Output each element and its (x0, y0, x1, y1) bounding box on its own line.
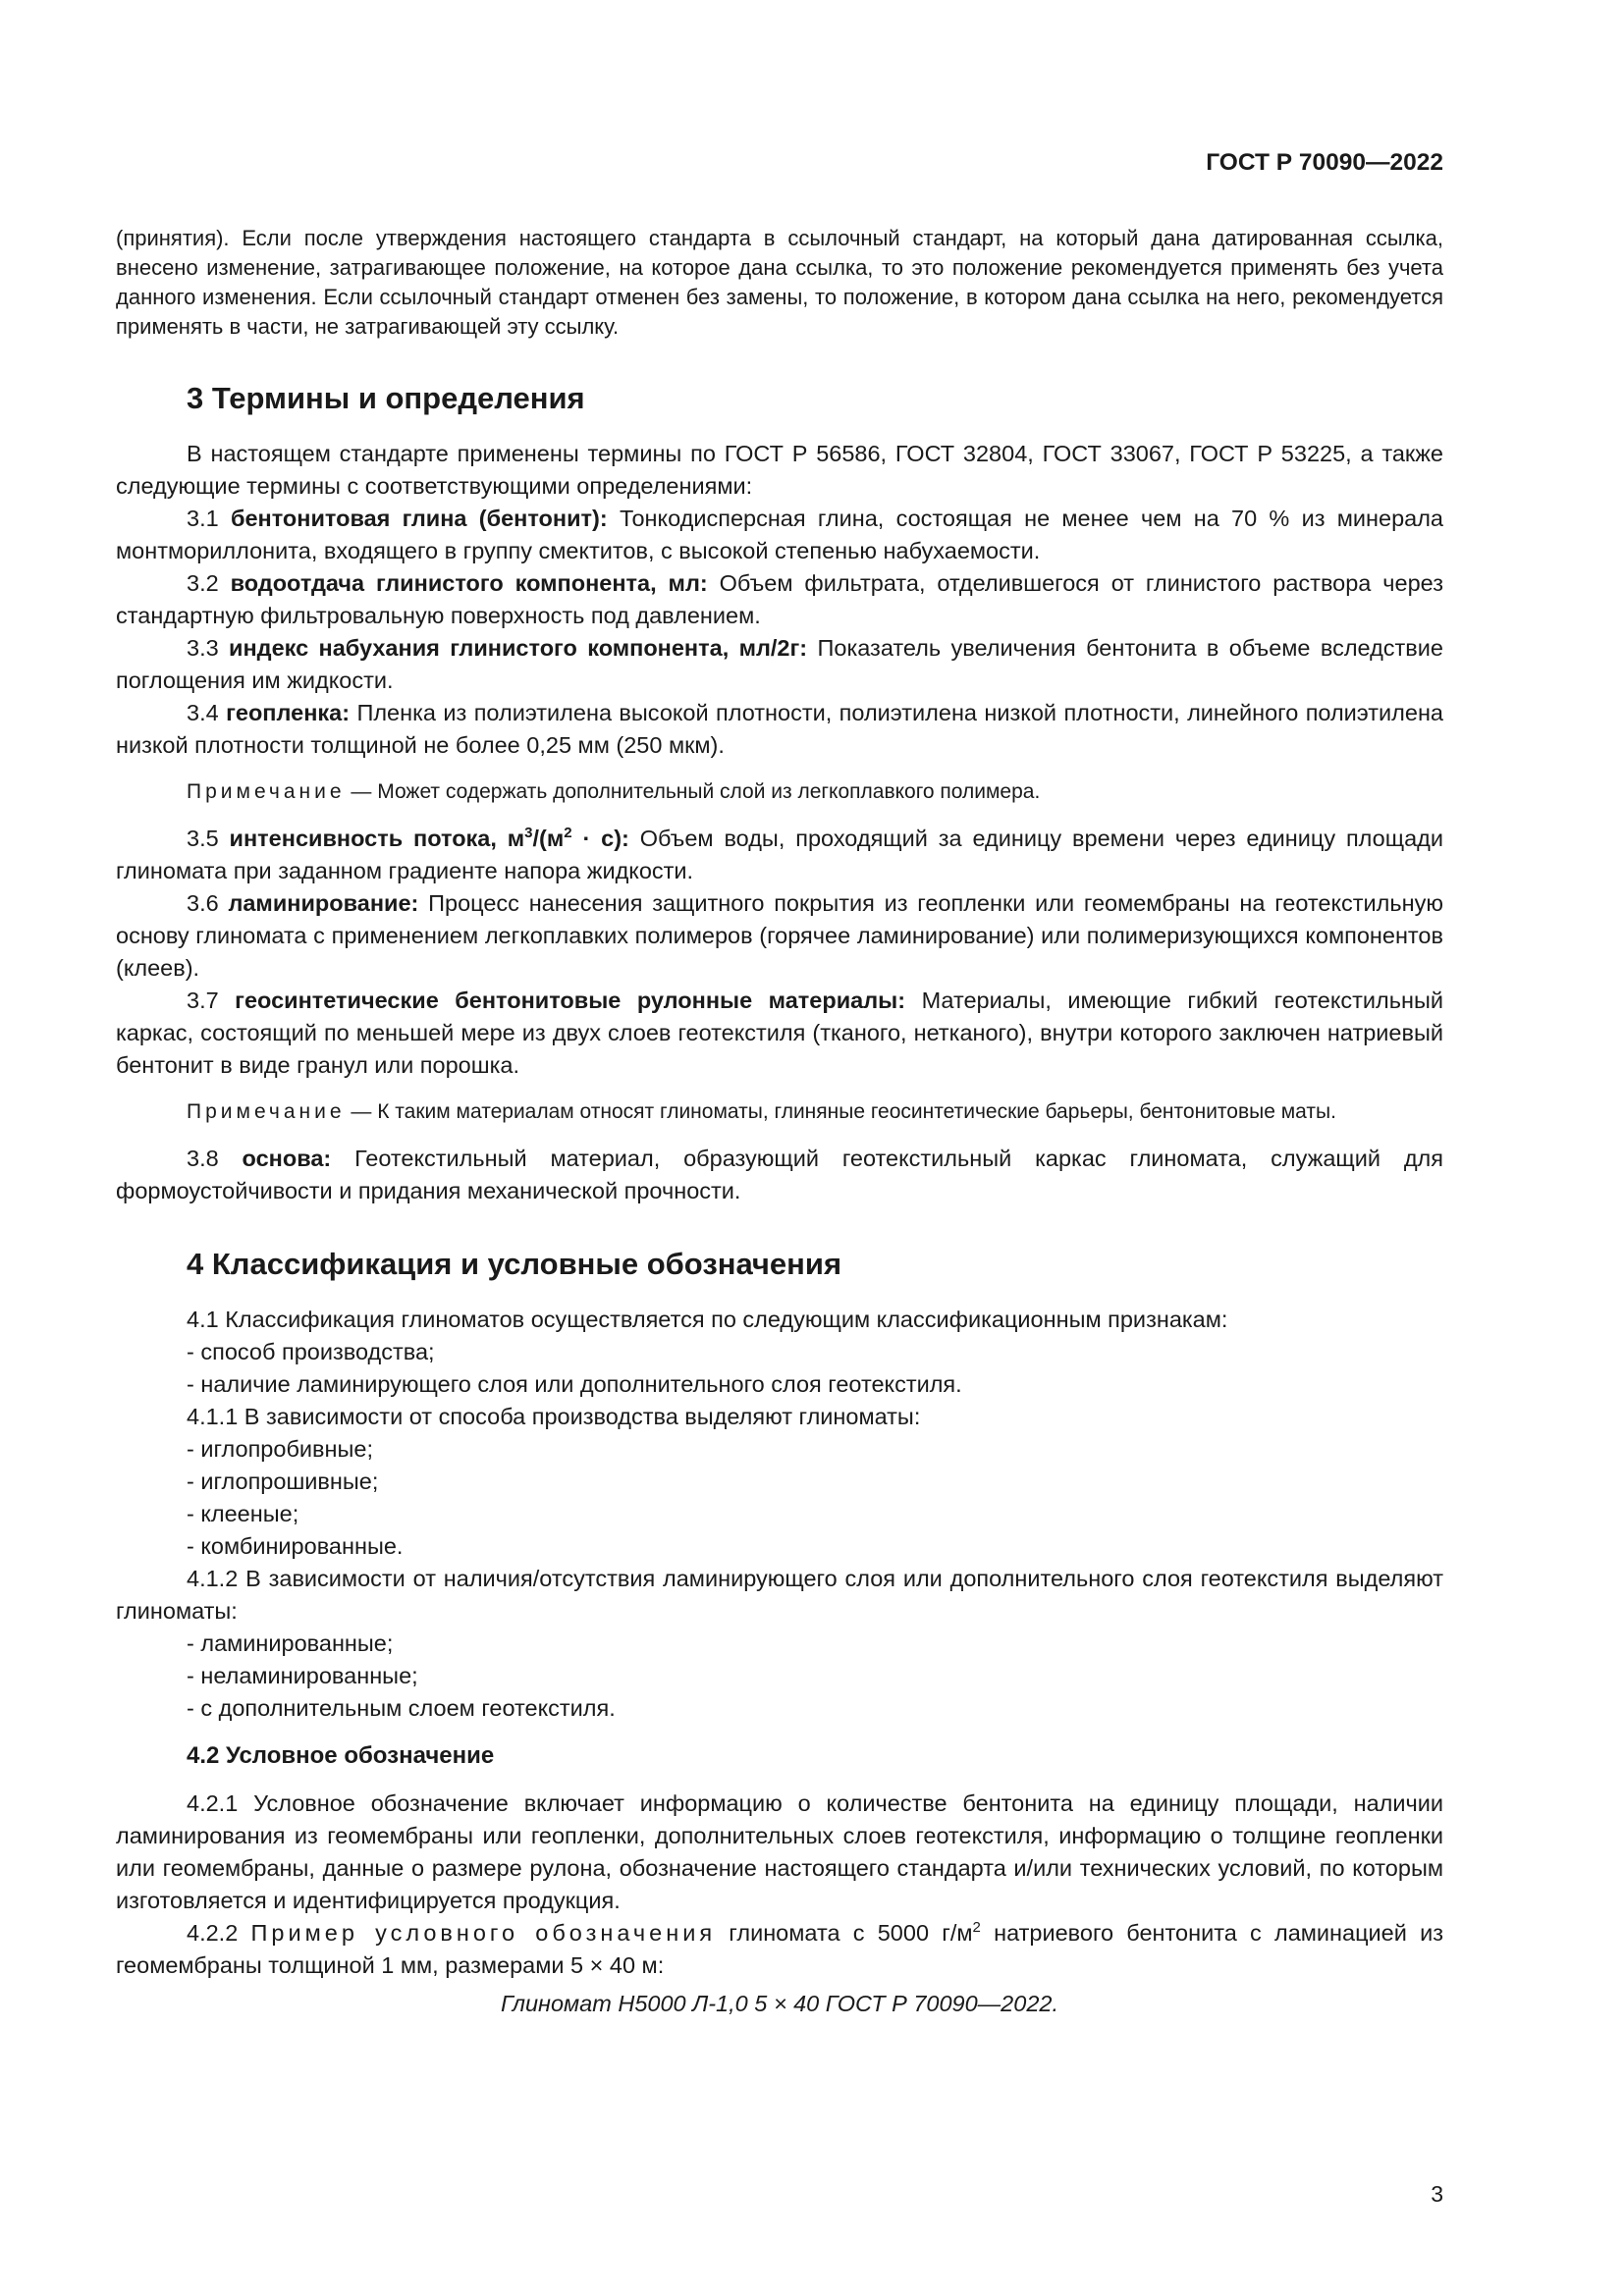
term-3-4: 3.4 геопленка: Пленка из полиэтилена высокой плотности, полиэтилена низкой плотности, линейного полиэтилена низкой плотности толщиной не более 0,25 мм (250 мкм). (116, 700, 1444, 758)
document-body (116, 224, 1443, 2021)
page-number: 3 (1431, 2181, 1443, 2207)
list-item: - ламинированные; (187, 1630, 394, 1656)
list-item: - клееные; (187, 1501, 299, 1526)
term-3-7: 3.7 геосинтетические бентонитовые рулонные материалы: Материалы, имеющие гибкий геотекстильный каркас, состоящий по меньшей мере из двух слоев геотекстиля (тканого, нетканого), внутри которого заключен натриевый бентонит в виде гранул или порошка. (116, 988, 1443, 1078)
list-item: - иглопрошивные; (187, 1468, 379, 1494)
term-3-8: 3.8 основа: Геотекстильный материал, образующий геотекстильный каркас глиномата, служащий для формоустойчивости и придания механической прочности. (116, 1146, 1443, 1203)
intro-paragraph: (принятия). Если после утверждения настоящего стандарта в ссылочный стандарт, на который дана датированная ссылка, внесено изменение, затрагивающее положение, на которое дана ссылка, то это положение рекомендуется применять без учета данного изменения. Если ссылочный стандарт отменен без замены, то положение, в котором дана ссылка на него, рекомендуется применять в части, не затрагивающей эту ссылку. (116, 226, 1443, 339)
note-3-4: Примечание — Может содержать дополнительный слой из легкоплавкого полимера. (187, 780, 1041, 803)
term-3-3: 3.3 индекс набухания глинистого компонента, мл/2г: Показатель увеличения бентонита в объеме вследствие поглощения им жидкости. (116, 635, 1443, 693)
section-3-heading: 3 Термины и определения (187, 381, 585, 415)
section-4-heading: 4 Классификация и условные обозначения (187, 1247, 842, 1281)
list-item: - иглопробивные; (187, 1436, 373, 1462)
document-header: ГОСТ Р 70090—2022 (1206, 149, 1443, 176)
clause-4-1-1: 4.1.1 В зависимости от способа производства выделяют глиноматы: (187, 1404, 921, 1429)
term-3-5: 3.5 интенсивность потока, $м^3/(м^2 \cdot с)$: Объем воды, проходящий за единицу времени через единицу площади глиномата при заданном градиенте напора жидкости. (116, 825, 1443, 883)
subsection-4-2-heading: 4.2 Условное обозначение (187, 1742, 495, 1769)
list-item: - с дополнительным слоем геотекстиля. (187, 1695, 616, 1721)
term-3-1: 3.1 бентонитовая глина (бентонит): Тонкодисперсная глина, состоящая не менее чем на 70 % из минерала монтмориллонита, входящего в группу смектитов, с высокой степенью набухаемости. (116, 506, 1443, 563)
section-3-lead: В настоящем стандарте применены термины по ГОСТ Р 56586, ГОСТ 32804, ГОСТ 33067, ГОСТ Р 53225, а также следующие термины с соответствующими определениями: (116, 441, 1443, 499)
list-item: - наличие ламинирующего слоя или дополнительного слоя геотекстиля. (187, 1371, 962, 1397)
clause-4-2-1: 4.2.1 Условное обозначение включает информацию о количестве бентонита на единицу площади, наличии ламинирования из геомембраны или геопленки, дополнительных слоев геотекстиля, информацию о толщине геопленки или геомембраны, данные о размере рулона, обозначение настоящего стандарта и/или технических условий, по которым изготовляется и идентифицируется продукция. (116, 1790, 1443, 1913)
clause-4-2-2: 4.2.2 Пример условного обозначения глиномата с 5000 $г/м^2$ натриевого бентонита с ламинацией из геомембраны толщиной 1 мм, размерами 5 × 40 м: (116, 1919, 1444, 1978)
term-3-2: 3.2 водоотдача глинистого компонента, мл: Объем фильтрата, отделившегося от глинистого раствора через стандартную фильтровальную поверхность под давлением. (116, 570, 1444, 628)
designation-example: Глиномат Н5000 Л-1,0 5 × 40 ГОСТ Р 70090—2022. (500, 1991, 1058, 2016)
list-item: - неламинированные; (187, 1663, 418, 1688)
clause-4-1-2: 4.1.2 В зависимости от наличия/отсутствия ламинирующего слоя или дополнительного слоя геотекстиля выделяют глиноматы: (116, 1566, 1443, 1624)
term-3-6: 3.6 ламинирование: Процесс нанесения защитного покрытия из геопленки или геомембраны на геотекстильную основу глиномата с применением легкоплавких полимеров (горячее ламинирование) или полимеризующихся компонентов (клеев). (116, 890, 1443, 981)
clause-4-1: 4.1 Классификация глиноматов осуществляется по следующим классификационным признакам: (187, 1307, 1228, 1332)
list-item: - способ производства; (187, 1339, 435, 1364)
note-3-7: Примечание — К таким материалам относят глиноматы, глиняные геосинтетические барьеры, бентонитовые маты. (187, 1100, 1336, 1123)
list-item: - комбинированные. (187, 1533, 404, 1559)
